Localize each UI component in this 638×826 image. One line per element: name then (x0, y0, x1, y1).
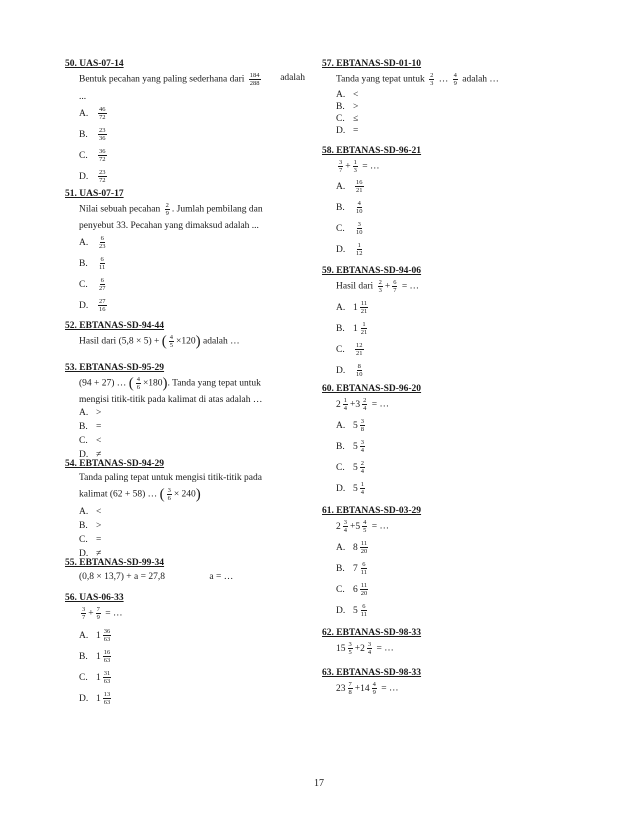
option-a: A. 1 $\frac{11}{21}$ (336, 300, 368, 315)
option-b: B. $\frac{6}{11}$ (79, 256, 106, 271)
option-c: C. $\frac{6}{27}$ (79, 277, 106, 292)
option-c: C. = (79, 535, 102, 545)
option-b: B. 5 $\frac{3}{4}$ (336, 439, 364, 454)
question-62 (322, 627, 562, 656)
option-c: C. $\frac{12}{21}$ (336, 342, 363, 357)
question-stem: Tanda yang tepat untuk $\frac{2}{3}$ … $\frac{4}{9}$ adalah … (336, 72, 499, 87)
option-a: A. 1 $\frac{36}{63}$ (79, 628, 111, 643)
question-stem: $\frac{3}{7}$ + $\frac{7}{9}$ = … (82, 606, 123, 621)
question-63 (322, 667, 562, 696)
question-stem: 15 $\frac{3}{5}$ + 2 $\frac{3}{4}$ = … (336, 641, 394, 656)
question-50: 50. UAS-07-14 Bentuk pecahan yang paling sederhana dari $\frac{184}{288}$ adalah ... A. $\frac{46}{72}$ B. $\frac{23}{36}$ C. $\frac{36}{72}$ D. $\frac{23}{72}$ (65, 58, 305, 187)
options-list (65, 103, 305, 187)
question-title: 58. EBTANAS-SD-96-21 (322, 146, 422, 156)
question-stem: $\frac{3}{7}$ + $\frac{1}{3}$ = … (339, 159, 380, 174)
question-56 (65, 592, 305, 709)
question-stem: Bentuk pecahan yang paling sederhana dari $\frac{184}{288}$ adalah (79, 72, 305, 87)
option-d: D. 5 $\frac{1}{4}$ (336, 481, 364, 496)
option-b: B. 1 $\frac{1}{21}$ (336, 321, 368, 336)
question-stem: Nilai sebuah pecahan $\frac{2}{9}$ . Jumlah pembilang dan (79, 202, 263, 217)
question-stem: (94 + 27) … ( $\frac{4}{6}$ ×180). Tanda yang tepat untuk (79, 375, 261, 392)
question-title: 55. EBTANAS-SD-99-34 (65, 558, 165, 568)
question-stem: 2 $\frac{3}{4}$ + 5 $\frac{4}{5}$ = … (336, 519, 389, 534)
question-title: 60. EBTANAS-SD-96-20 (322, 384, 422, 394)
question-stem: 2 $\frac{1}{4}$ + 3 $\frac{2}{4}$ = … (336, 397, 389, 412)
option-d: D. 5 $\frac{6}{11}$ (336, 603, 368, 618)
question-stem: Hasil dari (5,8 × 5) + ( $\frac{4}{5}$ ×120) adalah … (79, 333, 240, 350)
option-c: C. $\frac{36}{72}$ (79, 148, 106, 163)
option-b: B. = (79, 422, 102, 432)
question-stem: (0,8 × 13,7) + a = 27,8 a = … (79, 572, 234, 582)
option-b: B. $\frac{23}{36}$ (79, 127, 106, 142)
option-d: D. $\frac{1}{12}$ (336, 242, 363, 257)
page-number: 17 (314, 778, 324, 789)
options-list (65, 232, 305, 316)
question-52 (65, 320, 305, 349)
option-d: D. $\frac{8}{10}$ (336, 363, 363, 378)
question-title: 51. UAS-07-17 (65, 189, 124, 199)
question-61 (322, 505, 562, 621)
question-title: 61. EBTANAS-SD-03-29 (322, 506, 422, 516)
option-c: C. 1 $\frac{31}{63}$ (79, 670, 111, 685)
question-title: 59. EBTANAS-SD-94-06 (322, 266, 422, 276)
options-list (322, 297, 562, 381)
options-list (65, 505, 305, 561)
question-title: 53. EBTANAS-SD-95-29 (65, 363, 165, 373)
option-a: A. 8 $\frac{11}{20}$ (336, 540, 368, 555)
option-d: D. $\frac{23}{72}$ (79, 169, 106, 184)
option-d: D. ≠ (79, 549, 102, 559)
option-b: B. > (79, 521, 102, 531)
option-c: C. ≤ (336, 114, 359, 124)
question-57 (322, 58, 562, 137)
question-title: 54. EBTANAS-SD-94-29 (65, 459, 165, 469)
question-title: 56. UAS-06-33 (65, 593, 124, 603)
question-title: 50. UAS-07-14 (65, 59, 124, 69)
question-title: 63. EBTANAS-SD-98-33 (322, 668, 422, 678)
option-d: D. $\frac{27}{16}$ (79, 298, 106, 313)
options-list (322, 176, 562, 260)
fraction: $\frac{184}{288}$ (249, 72, 260, 87)
question-59 (322, 265, 562, 381)
question-title: 52. EBTANAS-SD-94-44 (65, 321, 165, 331)
option-c: C. $\frac{3}{10}$ (336, 221, 363, 236)
option-d: D. = (336, 126, 359, 136)
option-d: D. ≠ (79, 450, 102, 460)
question-title: 62. EBTANAS-SD-98-33 (322, 628, 422, 638)
options-list (322, 415, 562, 499)
question-55 (65, 557, 305, 583)
question-60 (322, 383, 562, 499)
options-list (322, 537, 562, 621)
option-a: A. $\frac{16}{21}$ (336, 179, 363, 194)
option-b: B. 1 $\frac{16}{63}$ (79, 649, 111, 664)
option-b: B. > (336, 102, 359, 112)
option-d: D. 1 $\frac{13}{63}$ (79, 691, 111, 706)
option-a: A. 5 $\frac{3}{8}$ (336, 418, 364, 433)
question-title: 57. EBTANAS-SD-01-10 (322, 59, 422, 69)
option-a: A. < (336, 90, 359, 100)
options-list (65, 625, 305, 709)
question-53: 53. EBTANAS-SD-95-29 (94 + 27) … ( $\frac{4}{6}$ ×180). Tanda yang tepat untuk mengisi titik-titik pada kalimat di atas adalah … A. > B. = C. < D. ≠ (65, 362, 305, 462)
option-a: A. < (79, 507, 102, 517)
option-c: C. 6 $\frac{11}{20}$ (336, 582, 368, 597)
option-c: C. < (79, 436, 102, 446)
question-stem: kalimat (62 + 58) … ( $\frac{3}{6}$ × 240) (79, 486, 201, 503)
option-b: B. $\frac{4}{10}$ (336, 200, 363, 215)
question-51: 51. UAS-07-17 Nilai sebuah pecahan $\frac{2}{9}$ . Jumlah pembilang dan penyebut 33. Pecahan yang dimaksud adalah ... A. $\frac{6}{23}$ B. $\frac{6}{11}$ C. $\frac{6}{27}$ D. $\frac{27}{16}$ (65, 188, 305, 316)
options-list (322, 89, 562, 137)
question-54: 54. EBTANAS-SD-94-29 Tanda paling tepat untuk mengisi titik-titik pada kalimat (62 + 58) … ( $\frac{3}{6}$ × 240) A. < B. > C. = D. ≠ (65, 458, 305, 561)
question-stem: 23 $\frac{7}{8}$ + 14 $\frac{4}{9}$ = … (336, 681, 399, 696)
option-a: A. $\frac{46}{72}$ (79, 106, 106, 121)
option-a: A. $\frac{6}{23}$ (79, 235, 106, 250)
option-b: B. 7 $\frac{6}{11}$ (336, 561, 368, 576)
question-58 (322, 145, 562, 260)
option-c: C. 5 $\frac{2}{4}$ (336, 460, 364, 475)
options-list (65, 406, 305, 462)
question-stem: Hasil dari $\frac{2}{3}$ + $\frac{6}{7}$ = … (336, 279, 420, 294)
option-a: A. > (79, 408, 102, 418)
